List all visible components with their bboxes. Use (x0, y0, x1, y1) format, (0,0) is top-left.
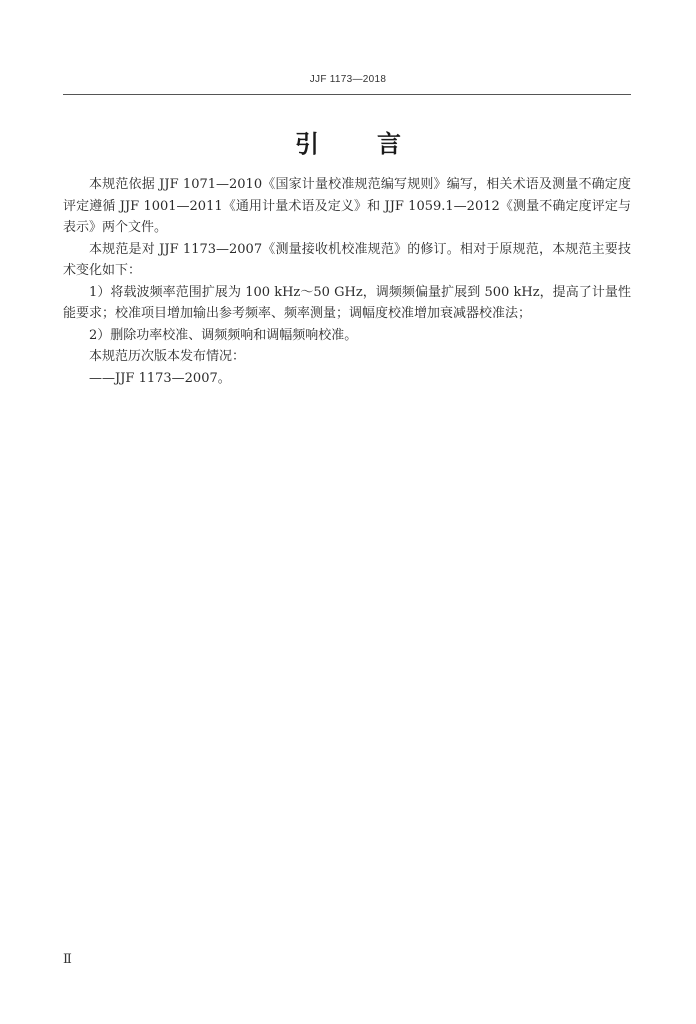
paragraph-change-2: 2）删除功率校准、调频频响和调幅频响校准。 (89, 327, 358, 343)
paragraph-basis: 本规范依据 JJF 1071—2010《国家计量校准规范编写规则》编写，相关术语及测量不确定度评定遵循 JJF 1001—2011《通用计量术语及定义》和 JJF 1059.1—2012《测量不确定度评定与表示》两个文件。 (63, 177, 631, 235)
paragraph-history-heading: 本规范历次版本发布情况： (89, 349, 246, 364)
paragraph-revision: 本规范是对 JJF 1173—2007《测量接收机校准规范》的修订。相对于原规范，本规范主要技术变化如下： (63, 241, 631, 278)
page-title: 引言 (295, 129, 459, 158)
paragraph-history-item: ——JJF 1173—2007。 (89, 370, 231, 386)
header-document-code: JJF 1173—2018 (309, 74, 387, 85)
header-rule (63, 94, 631, 95)
body-text (63, 174, 631, 389)
page-number: Ⅱ (63, 952, 72, 967)
paragraph-change-1: 1）将载波频率范围扩展为 100 kHz～50 GHz，调频频偏量扩展到 500 kHz，提高了计量性能要求；校准项目增加输出参考频率、频率测量；调幅度校准增加衰减器校准法； (63, 284, 631, 321)
